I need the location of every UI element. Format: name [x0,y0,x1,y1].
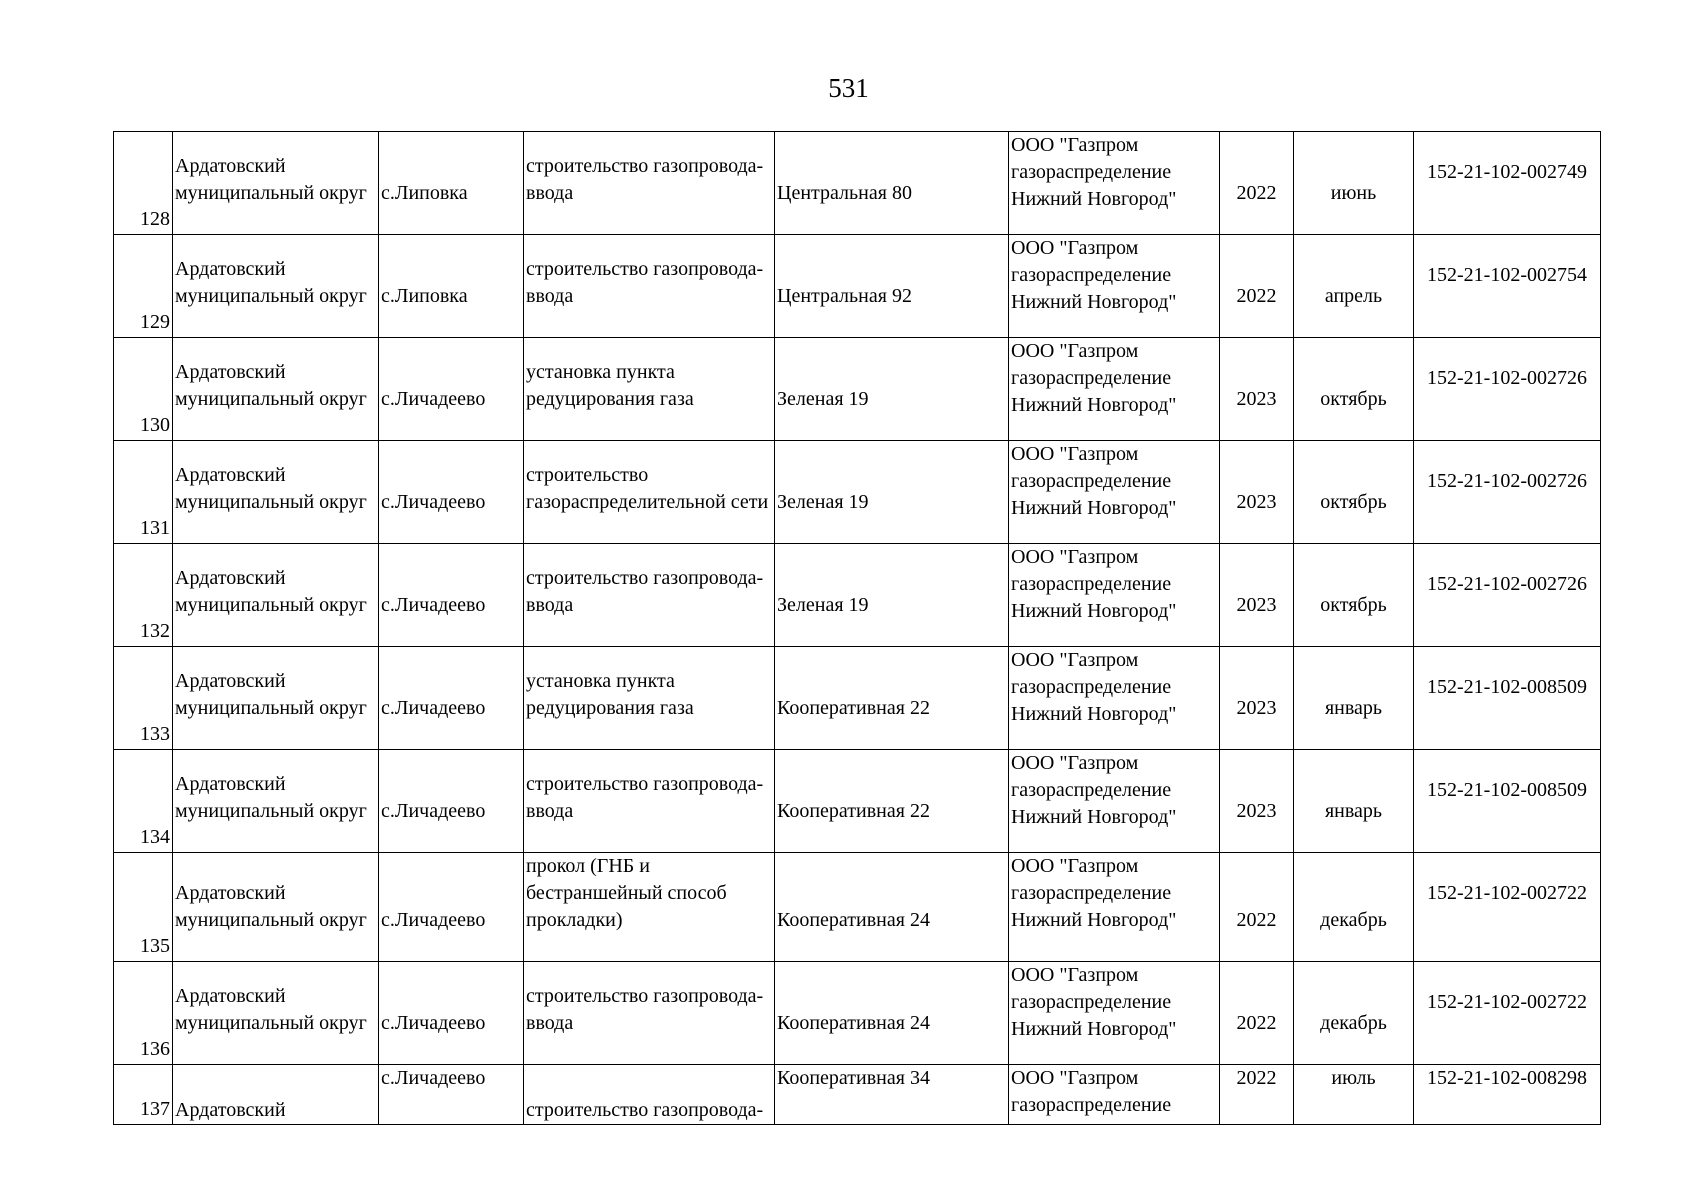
work-line: строительство газопровода- [526,985,764,1007]
village-cell: с.Липовка [379,132,524,235]
work-cell [524,132,775,235]
month-cell: декабрь [1294,962,1414,1065]
organization-line: ООО "Газпром [1011,855,1139,877]
month-cell: январь [1294,647,1414,750]
village-cell: с.Личадеево [379,544,524,647]
organization-line: газораспределение [1011,676,1172,698]
district-line: Ардатовский [175,882,286,904]
month-cell: декабрь [1294,853,1414,962]
district-line: Ардатовский [175,773,286,795]
year-cell: 2023 [1220,441,1294,544]
organization-cell [1009,853,1220,962]
work-line: газораспределительной сети [526,491,769,513]
address-cell: Зеленая 19 [775,338,1009,441]
district-cell [173,338,379,441]
work-cell [524,235,775,338]
table-row [114,338,1601,441]
organization-line: ООО "Газпром [1011,443,1139,465]
work-cell [524,962,775,1065]
work-cell: строительство газопровода- [524,1065,775,1125]
district-line: Ардатовский [175,985,286,1007]
work-line: строительство [526,464,649,486]
year-cell: 2022 [1220,132,1294,235]
district-line: муниципальный округ [175,491,367,513]
organization-line: ООО "Газпром [1011,340,1139,362]
organization-line: ООО "Газпром [1011,964,1139,986]
organization-line: ООО "Газпром [1011,546,1139,568]
code-cell: 152-21-102-002726 [1414,441,1601,544]
row-number: 133 [114,647,173,750]
organization-cell [1009,132,1220,235]
district-cell [173,441,379,544]
row-number: 132 [114,544,173,647]
district-line: муниципальный округ [175,1012,367,1034]
district-cell [173,544,379,647]
page-number: 531 [828,73,869,103]
address-cell: Кооперативная 34 [775,1065,1009,1125]
month-cell: июнь [1294,132,1414,235]
organization-cell [1009,1065,1220,1125]
district-line: муниципальный округ [175,388,367,410]
table-body [114,132,1601,1125]
work-line: строительство газопровода- [526,155,764,177]
month-cell: октябрь [1294,544,1414,647]
address-cell: Кооперативная 24 [775,853,1009,962]
district-line: муниципальный округ [175,594,367,616]
organization-line: ООО "Газпром [1011,237,1139,259]
district-line: муниципальный округ [175,800,367,822]
organization-cell [1009,544,1220,647]
village-cell: с.Личадеево [379,853,524,962]
work-line: бестраншейный способ [526,882,727,904]
code-cell: 152-21-102-002726 [1414,544,1601,647]
district-line: муниципальный округ [175,285,367,307]
work-line: строительство газопровода- [526,258,764,280]
organization-line: Нижний Новгород" [1011,394,1177,416]
district-line: Ардатовский [175,258,286,280]
organization-cell [1009,750,1220,853]
table-row [114,441,1601,544]
year-cell: 2022 [1220,853,1294,962]
code-cell: 152-21-102-002749 [1414,132,1601,235]
organization-line: Нижний Новгород" [1011,291,1177,313]
organization-line: Нижний Новгород" [1011,1018,1177,1040]
village-cell: с.Личадеево [379,338,524,441]
code-cell: 152-21-102-002722 [1414,853,1601,962]
work-cell [524,441,775,544]
work-line: ввода [526,594,574,616]
district-line: Ардатовский [175,567,286,589]
district-line: муниципальный округ [175,909,367,931]
year-cell: 2023 [1220,544,1294,647]
row-number: 130 [114,338,173,441]
organization-line: Нижний Новгород" [1011,909,1177,931]
organization-line: газораспределение [1011,779,1172,801]
district-cell [173,647,379,750]
address-cell: Центральная 80 [775,132,1009,235]
organization-line: газораспределение [1011,470,1172,492]
district-cell [173,132,379,235]
district-cell [173,853,379,962]
code-cell: 152-21-102-008298 [1414,1065,1601,1125]
organization-line: газораспределение [1011,161,1172,183]
code-cell: 152-21-102-002726 [1414,338,1601,441]
row-number: 129 [114,235,173,338]
village-cell: с.Личадеево [379,647,524,750]
district-cell: Ардатовский [173,1065,379,1125]
work-cell [524,853,775,962]
work-line: установка пункта [526,361,675,383]
organization-line: газораспределение [1011,1094,1172,1116]
row-number: 137 [114,1065,173,1125]
month-cell: январь [1294,750,1414,853]
year-cell: 2023 [1220,647,1294,750]
row-number: 131 [114,441,173,544]
organization-line: газораспределение [1011,573,1172,595]
village-cell: с.Личадеево [379,962,524,1065]
month-cell: апрель [1294,235,1414,338]
work-cell [524,647,775,750]
district-cell [173,235,379,338]
organization-line: ООО "Газпром [1011,134,1139,156]
organization-cell [1009,235,1220,338]
village-cell: с.Липовка [379,235,524,338]
code-cell: 152-21-102-008509 [1414,750,1601,853]
work-line: ввода [526,182,574,204]
code-cell: 152-21-102-002722 [1414,962,1601,1065]
row-number: 134 [114,750,173,853]
work-line: ввода [526,285,574,307]
organization-line: газораспределение [1011,367,1172,389]
work-cell [524,338,775,441]
organization-line: ООО "Газпром [1011,649,1139,671]
organization-line: газораспределение [1011,991,1172,1013]
work-line: ввода [526,1012,574,1034]
organization-line: Нижний Новгород" [1011,600,1177,622]
month-cell: октябрь [1294,441,1414,544]
organization-line: ООО "Газпром [1011,1067,1139,1089]
table-row [114,962,1601,1065]
village-cell: с.Личадеево [379,441,524,544]
month-cell: июль [1294,1065,1414,1125]
address-cell: Кооперативная 24 [775,962,1009,1065]
organization-line: Нижний Новгород" [1011,806,1177,828]
work-line: строительство газопровода- [526,567,764,589]
work-cell [524,544,775,647]
organization-line: Нижний Новгород" [1011,497,1177,519]
work-line: прокол (ГНБ и [526,855,650,877]
work-line: редуцирования газа [526,697,694,719]
organization-line: Нижний Новгород" [1011,703,1177,725]
work-line: редуцирования газа [526,388,694,410]
table-row [114,1065,1601,1125]
district-line: муниципальный округ [175,182,367,204]
year-cell: 2022 [1220,235,1294,338]
table-row [114,750,1601,853]
work-line: строительство газопровода- [526,773,764,795]
address-cell: Центральная 92 [775,235,1009,338]
village-cell: с.Личадеево [379,750,524,853]
village-cell: с.Личадеево [379,1065,524,1125]
organization-line: ООО "Газпром [1011,752,1139,774]
row-number: 136 [114,962,173,1065]
code-cell: 152-21-102-002754 [1414,235,1601,338]
organization-cell [1009,441,1220,544]
organization-cell [1009,647,1220,750]
organization-cell [1009,338,1220,441]
address-cell: Зеленая 19 [775,441,1009,544]
table-row [114,647,1601,750]
year-cell: 2023 [1220,338,1294,441]
table-row [114,853,1601,962]
address-cell: Зеленая 19 [775,544,1009,647]
work-line: прокладки) [526,909,623,931]
organization-line: Нижний Новгород" [1011,188,1177,210]
district-line: Ардатовский [175,464,286,486]
year-cell: 2022 [1220,962,1294,1065]
work-cell [524,750,775,853]
year-cell: 2023 [1220,750,1294,853]
work-line: установка пункта [526,670,675,692]
district-line: Ардатовский [175,155,286,177]
organization-cell [1009,962,1220,1065]
month-cell: октябрь [1294,338,1414,441]
district-cell [173,962,379,1065]
table-row [114,235,1601,338]
year-cell: 2022 [1220,1065,1294,1125]
address-cell: Кооперативная 22 [775,750,1009,853]
address-cell: Кооперативная 22 [775,647,1009,750]
district-cell [173,750,379,853]
row-number: 135 [114,853,173,962]
row-number: 128 [114,132,173,235]
table-row [114,132,1601,235]
table-row [114,544,1601,647]
gasification-table [113,131,1601,1125]
work-line: ввода [526,800,574,822]
district-line: Ардатовский [175,670,286,692]
organization-line: газораспределение [1011,882,1172,904]
district-line: муниципальный округ [175,697,367,719]
organization-line: газораспределение [1011,264,1172,286]
code-cell: 152-21-102-008509 [1414,647,1601,750]
district-line: Ардатовский [175,361,286,383]
